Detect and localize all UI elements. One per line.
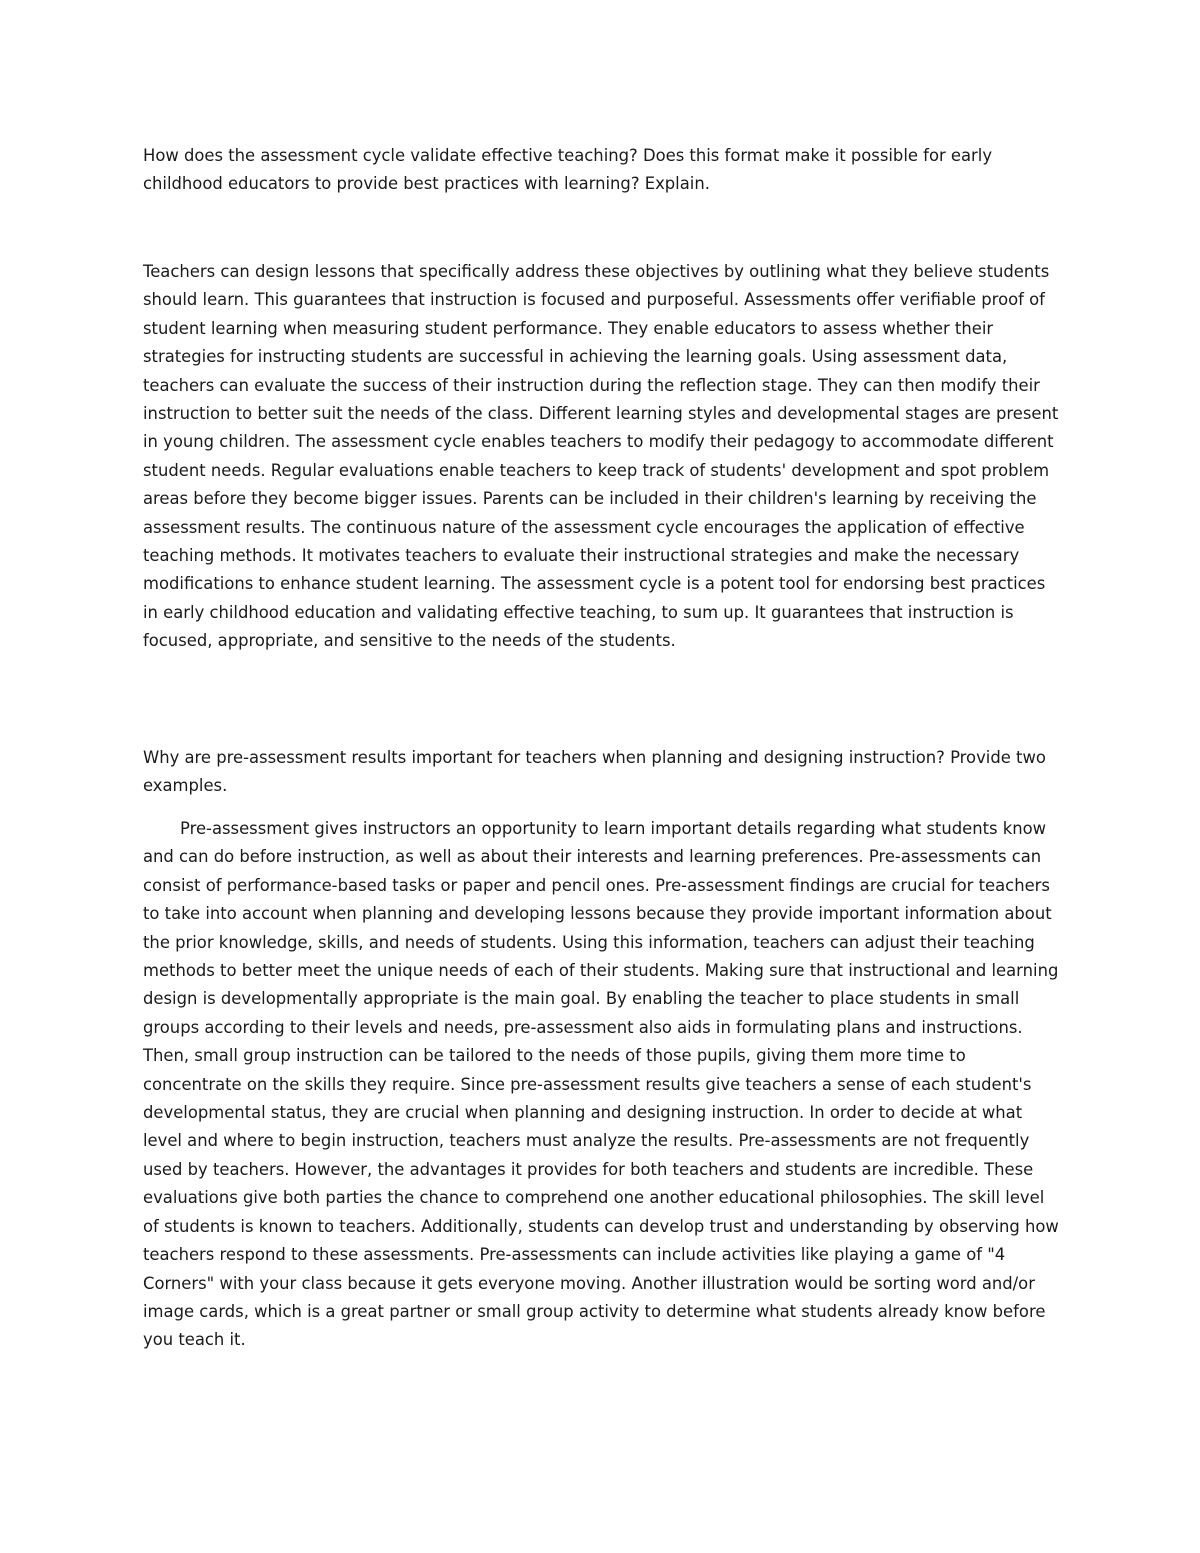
question-1: How does the assessment cycle validate effective teaching? Does this format make it possible for early childhood educators to provide best practices with learning? Explain.: [143, 146, 993, 194]
question-2: Why are pre-assessment results important for teachers when planning and designing instruction? Provide two examples.: [143, 748, 1046, 796]
answer-1: Teachers can design lessons that specifically address these objectives by outlining what they believe students should learn. This guarantees that instruction is focused and purposeful. Assessments offer verifiable proof of student learning when measuring student performance. They enable educators to assess whether their strategies for instructing students are successful in achieving the learning goals. Using assessment data, teachers can evaluate the success of their instruction during the reflection stage. They can then modify their instruction to better suit the needs of the class. Different learning styles and developmental stages are present in young children. The assessment cycle enables teachers to modify their pedagogy to accommodate different student needs. Regular evaluations enable teachers to keep track of students' development and spot problem areas before they become bigger issues. Parents can be included in their children's learning by receiving the assessment results. The continuous nature of the assessment cycle encourages the application of effective teaching methods. It motivates teachers to evaluate their instructional strategies and make the necessary modifications to enhance student learning. The assessment cycle is a potent tool for endorsing best practices in early childhood education and validating effective teaching, to sum up. It guarantees that instruction is focused, appropriate, and sensitive to the needs of the students.: [143, 262, 1059, 651]
answer-2: Pre-assessment gives instructors an opportunity to learn important details regarding what students know and can do before instruction, as well as about their interests and learning preferences. Pre-assessments can consist of performance-based tasks or paper and pencil ones. Pre-assessment findings are crucial for teachers to take into account when planning and developing lessons because they provide important information about the prior knowledge, skills, and needs of students. Using this information, teachers can adjust their teaching methods to better meet the unique needs of each of their students. Making sure that instructional and learning design is developmentally appropriate is the main goal. By enabling the teacher to place students in small groups according to their levels and needs, pre-assessment also aids in formulating plans and instructions. Then, small group instruction can be tailored to the needs of those pupils, giving them more time to concentrate on the skills they require. Since pre-assessment results give teachers a sense of each student's developmental status, they are crucial when planning and designing instruction. In order to decide at what level and where to begin instruction, teachers must analyze the results. Pre-assessments are not frequently used by teachers. However, the advantages it provides for both teachers and students are incredible. These evaluations give both parties the chance to comprehend one another educational philosophies. The skill level of students is known to teachers. Additionally, students can develop trust and understanding by observing how teachers respond to these assessments. Pre-assessments can include activities like playing a game of "4 Corners" with your class because it gets everyone moving. Another illustration would be sorting word and/or image cards, which is a great partner or small group activity to determine what students already know before you teach it.: [143, 819, 1059, 1350]
